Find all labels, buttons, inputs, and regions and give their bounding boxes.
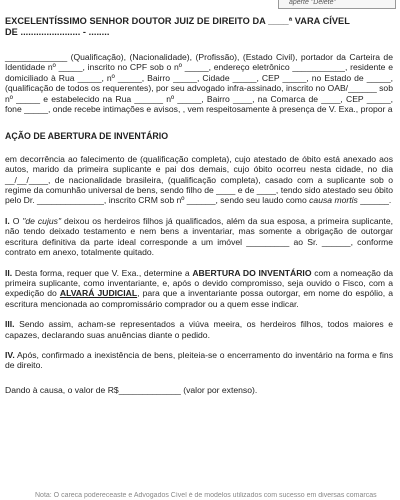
paragraph-iv-text: Após, confirmado a inexistência de bens, pleiteia-se o encerramento do inventário na forma e fins de direito. [5,349,393,371]
paragraph-iii-text: Sendo assim, acham-se representados a viúva meeira, os herdeiros filhos, todos maiores e capazes, declarando suas anuências diante o pedido. [5,319,393,340]
paragraph-iii [5,319,393,340]
paragraph-iv-number: IV. [5,349,15,360]
paragraph-ii-pre: Desta forma, requer que V. Exa., determine a [12,267,193,278]
causa-mortis-term: causa mortis [309,195,358,206]
paragraph-ii-mid: com a nomeação da primeira suplicante, como inventariante, e, após o devido compromisso, seja ouvido o Fisco, com a expedição do [5,267,394,299]
paragraph-i-number: I. [5,215,10,226]
abertura-inventario-term: ABERTURA DO INVENTÁRIO [192,267,312,278]
paragraph-i-pre: O [9,215,23,226]
paragraph-ii-text: , para que a inventariante possa outorgar, em nome do espólio, a escritura mencionada ao compromissário comprador ou a quem esse indicar. [5,288,393,309]
paragraph-i [5,216,393,258]
court-header-line1: EXCELENTÍSSIMO SENHOR DOUTOR JUIZ DE DIREITO DA ____ª VARA CÍVEL [5,16,350,26]
paragraph-ii [5,268,393,310]
delete-hint-box [278,0,396,9]
court-header-line2: DE ....................... - ........ [5,27,110,37]
paragraph-ii-number: II. [5,267,13,278]
de-cujus-term: "de cujus" [22,215,62,226]
facts-text: em decorrência ao falecimento de (qualificação completa), cujo atestado de óbito está anexado aos autos, marido da primeira suplicante e pai dos demais, cujo óbito ocorreu nesta cidade, no dia __/__/____, de nacionalidade brasileira, (qualificação completa), casado com a suplicante sob o regime da comunhão universal de bens, sendo filho de ____ e de ____, tendo sido atestado seu óbito pelo Dr. ______________, inscrito CRM sob nº ______, sendo seu laudo como [5,153,393,206]
paragraph-iii-number: III. [5,319,15,330]
intro-paragraph: _____________ (Qualificação), (Nacionalidade), (Profissão), (Estado Civil), portador da Carteira de Identidade nº _____, inscrito no CPF sob o nº _____, endereço eletrônico ___________, residente e domiciliado à Rua _____, nº _____, Bairro _____, Cidade _____, CEP _____, no Estado de _____, (qualificação de todos os requerentes), por seu advogado infra-assinado, inscrito no OAB/______ sob nº _____ e estabelecido na Rua ______ nº _____, Bairro ____, na Comarca de ____, CEP _____, fone _____, onde recebe intimações e avisos, , vem respeitosamente à presença de V. Exa., propor a [5,52,393,115]
section-title: AÇÃO DE ABERTURA DE INVENTÁRIO [5,131,169,142]
delete-hint-text: aperte "Delete" [289,0,336,6]
alvara-judicial-term: ALVARÁ JUDICIAL [59,288,138,299]
footer-note: Nota: O careca podereceaste e Advogados Cível é de modelos utilizados com sucesso em diversas comarcas [35,492,377,499]
closing-paragraph: Dando à causa, o valor de R$_____________ (valor por extenso). [5,384,258,395]
paragraph-iv [5,350,393,371]
petition-body [5,16,393,395]
facts-text-end: ______. [357,195,392,206]
facts-paragraph [5,154,393,206]
paragraph-i-text: deixou os herdeiros filhos já qualificados, além da sua esposa, a primeira suplicante, não tendo deixado testamento e nem bens a inventariar, mas somente a obrigação de outorgar escritura definitiva da parte ideal corresponde a um imóvel _________ ao Sr. ______, conforme contrato em anexo, totalmente quitado. [5,215,393,258]
